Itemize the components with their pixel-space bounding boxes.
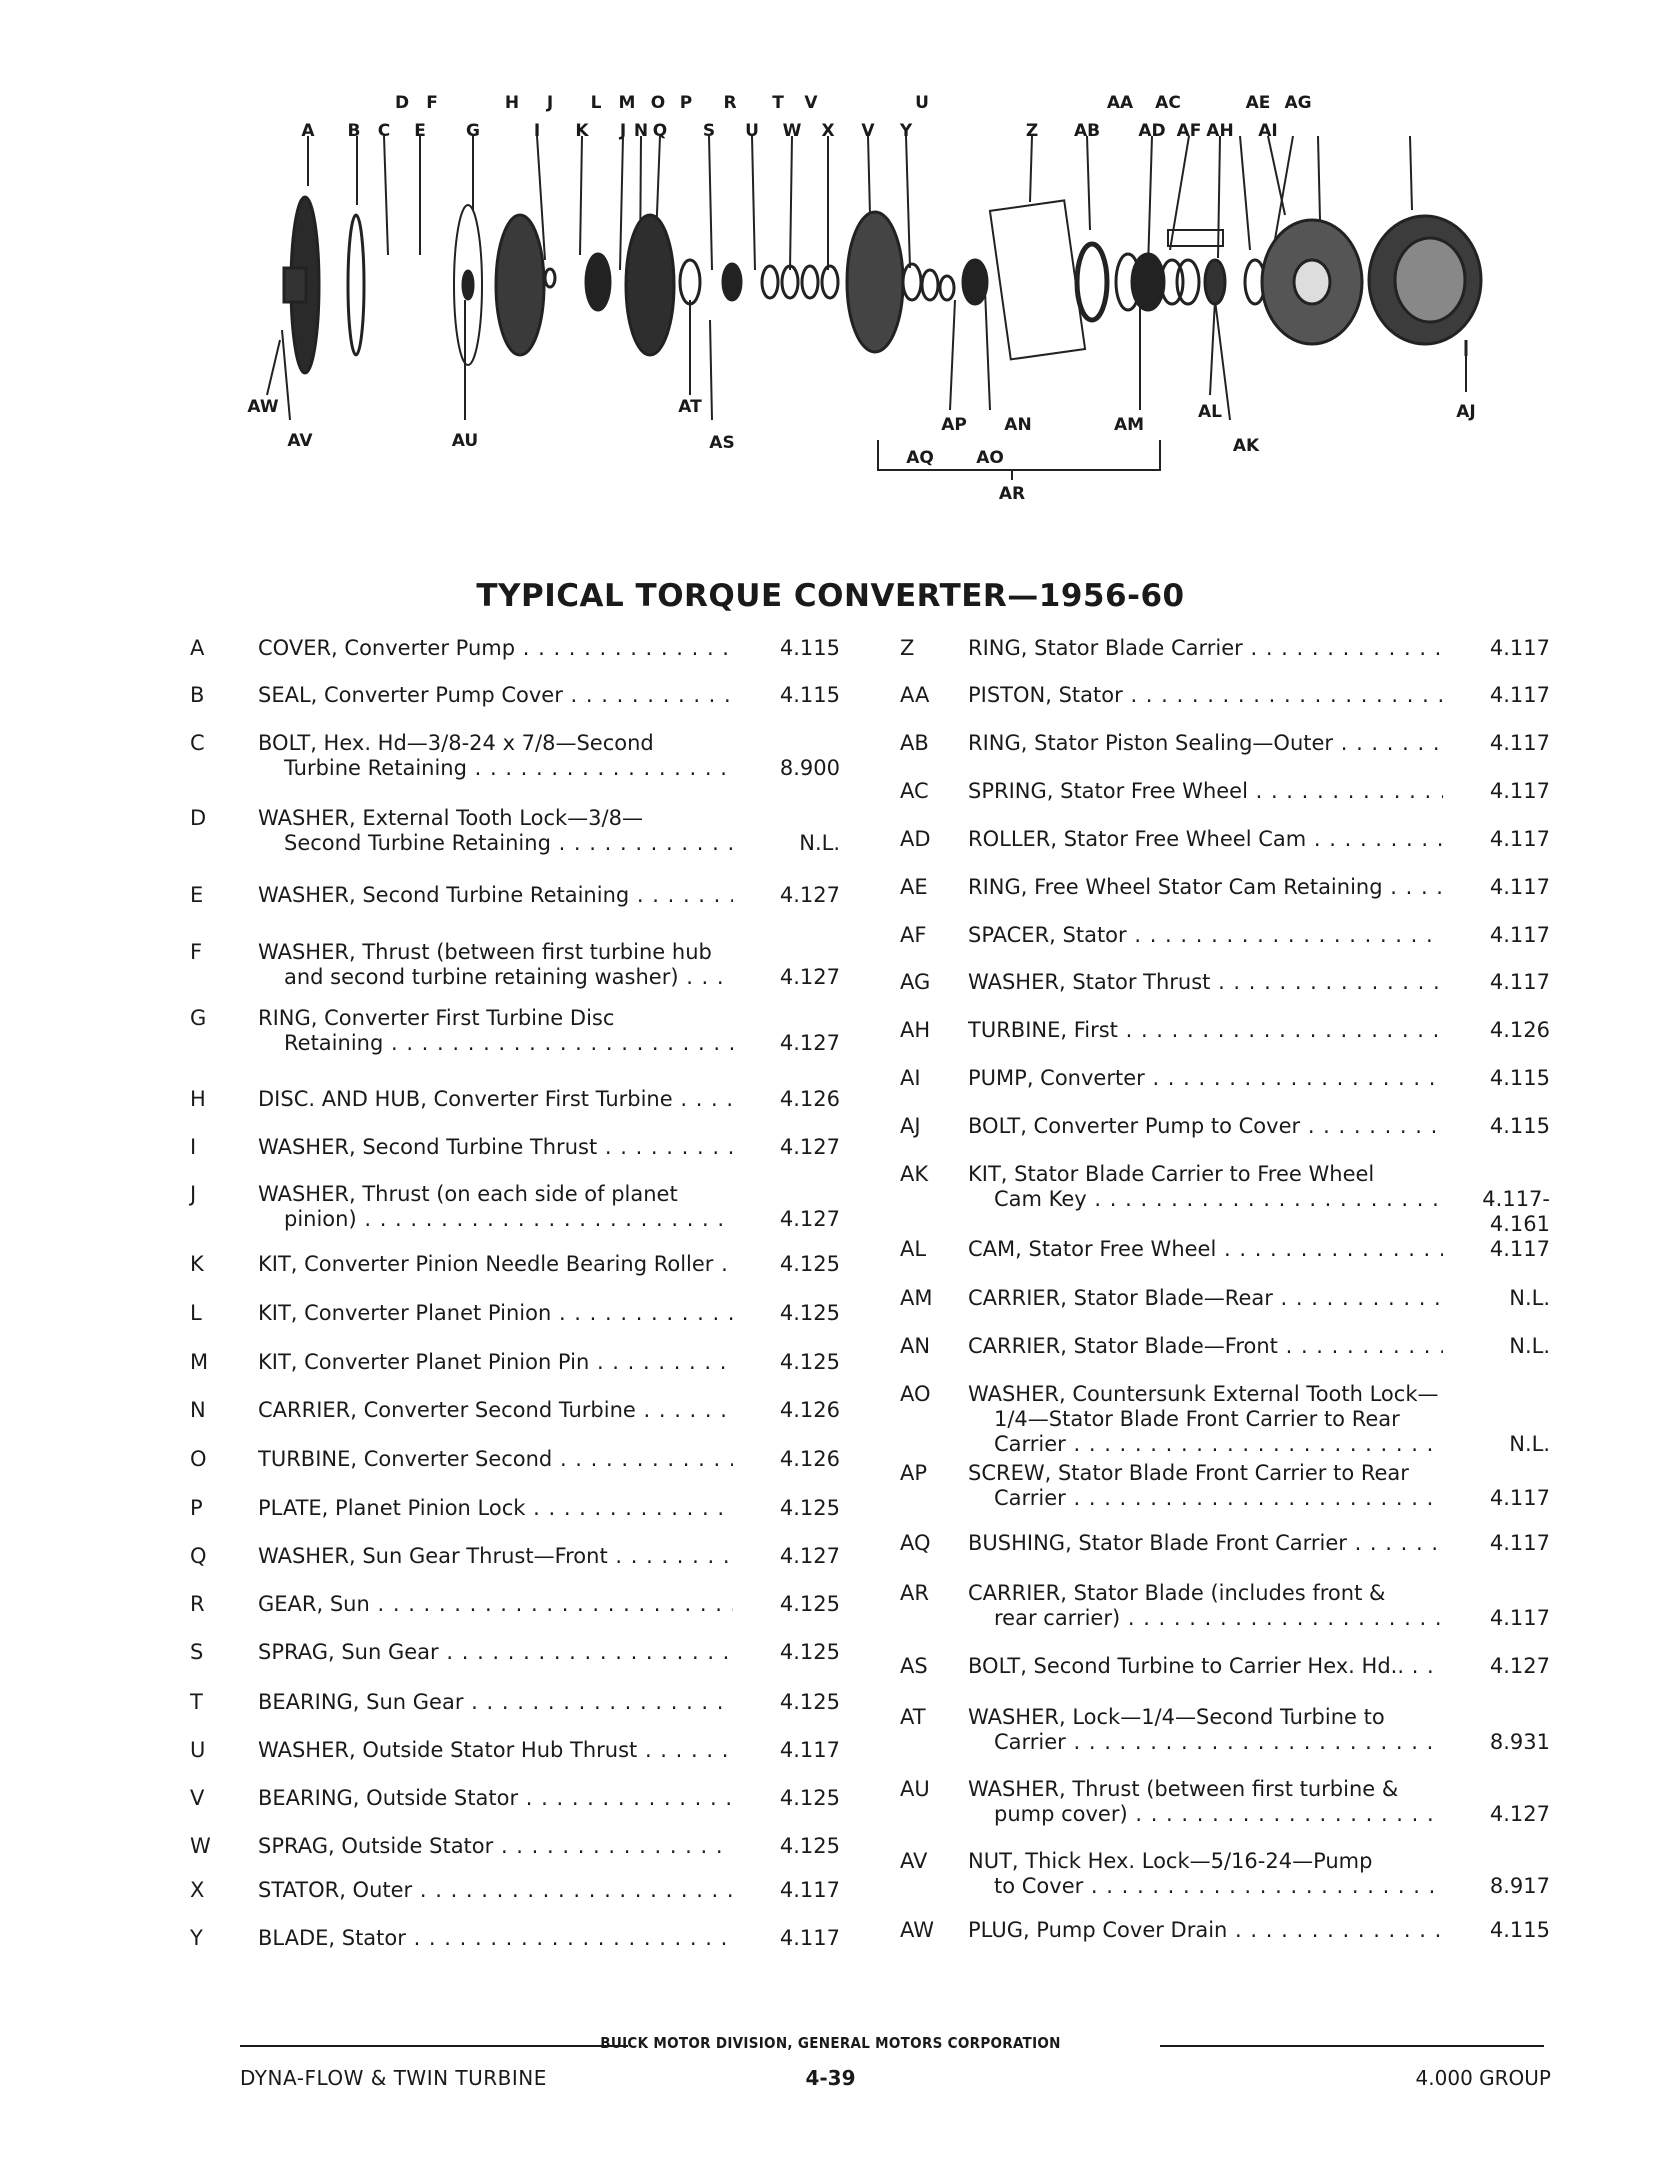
part-description-line: Carrier . . . [968, 1432, 1443, 1457]
part-description-line: Carrier . . . [968, 1730, 1443, 1755]
part-group-number: 4.126 [779, 1398, 840, 1422]
part-description-line: KIT, Converter Pinion Needle Bearing Roller . . . [258, 1252, 733, 1277]
part-description-line: WASHER, Thrust (between first turbine hub [258, 940, 712, 964]
part-group-number: N.L. [1509, 1286, 1550, 1310]
part-code: J [190, 1182, 197, 1206]
part-code: T [190, 1690, 203, 1714]
part-group-number: 4.117 [1489, 875, 1550, 899]
part-group-number: N.L. [1509, 1432, 1550, 1456]
part-description [968, 1705, 1443, 1755]
part-description [258, 1350, 733, 1375]
callout-label-c: C [377, 121, 391, 141]
part-description-line: COVER, Converter Pump . . . [258, 636, 733, 661]
part-code: AQ [900, 1531, 931, 1555]
part-description-line: WASHER, External Tooth Lock—3/8— [258, 806, 643, 830]
part-description [968, 1382, 1443, 1457]
part-description [258, 1878, 733, 1903]
part-code: H [190, 1087, 206, 1111]
part-description [258, 1496, 733, 1521]
callout-label-r: R [723, 93, 737, 113]
part-description-line: ROLLER, Stator Free Wheel Cam . . . [968, 827, 1443, 852]
part-code: AI [900, 1066, 921, 1090]
part-group-number: 4.125 [779, 1786, 840, 1810]
part-description-line: STATOR, Outer . . . [258, 1878, 733, 1903]
part-code: Z [900, 636, 915, 660]
part-description [968, 1237, 1443, 1262]
callout-label-a: A [301, 121, 315, 141]
callout-label-n: N [633, 121, 649, 141]
part-code: AF [900, 923, 927, 947]
part-group-number: 4.127 [779, 1031, 840, 1055]
part-description [968, 683, 1443, 708]
part-description-line: KIT, Converter Planet Pinion . . . [258, 1301, 733, 1326]
part-description [258, 636, 733, 661]
part-code: AR [900, 1581, 929, 1605]
callout-label-i: I [533, 121, 541, 141]
footer-group: 4.000 GROUP [1415, 2066, 1551, 2090]
callout-label-am: AM [1113, 415, 1145, 435]
part-code: L [190, 1301, 202, 1325]
part-description [968, 731, 1443, 756]
part-group-number: 4.117 [1489, 970, 1550, 994]
part-description [258, 731, 733, 781]
part-code: O [190, 1447, 207, 1471]
part-group-number: 4.125 [779, 1592, 840, 1616]
part-description [258, 1738, 733, 1763]
part-description [258, 1182, 733, 1232]
part-code: Y [190, 1926, 203, 1950]
part-description-line: 1/4—Stator Blade Front Carrier to Rear [994, 1407, 1400, 1431]
part-code: Q [190, 1544, 207, 1568]
part-description-line: pump cover) . . . [968, 1802, 1443, 1827]
part-description [258, 1398, 733, 1423]
part-description-line: SPRAG, Outside Stator . . . [258, 1834, 733, 1859]
part-code: AV [900, 1849, 928, 1873]
part-group-number: 4.117 [1489, 683, 1550, 707]
part-description [258, 1926, 733, 1951]
part-code: V [190, 1786, 205, 1810]
part-description [968, 827, 1443, 852]
part-description-line: to Cover . . . [968, 1874, 1443, 1899]
callout-label-aa: AA [1106, 93, 1134, 113]
part-description-line: TURBINE, Converter Second . . . [258, 1447, 733, 1472]
part-code: AP [900, 1461, 928, 1485]
callout-label-au: AU [451, 431, 479, 451]
part-group-number: 4.117 [1489, 827, 1550, 851]
part-description [968, 1654, 1443, 1679]
callout-label-j: J [546, 93, 554, 113]
part-code: W [190, 1834, 211, 1858]
part-code: F [190, 940, 203, 964]
part-description [258, 1544, 733, 1569]
part-description [968, 875, 1443, 900]
part-code: AS [900, 1654, 928, 1678]
part-description [968, 1066, 1443, 1091]
part-group-number: 4.117 [1489, 636, 1550, 660]
part-description [258, 1087, 733, 1112]
callout-label-ao: AO [976, 448, 1004, 468]
part-description-line: CARRIER, Converter Second Turbine . . . [258, 1398, 733, 1423]
part-group-number: 4.127 [779, 883, 840, 907]
part-description [258, 1640, 733, 1665]
part-description-line: RING, Free Wheel Stator Cam Retaining . . . [968, 875, 1443, 900]
part-group-number: 4.127 [1489, 1654, 1550, 1678]
converter-parts [284, 197, 1481, 373]
callout-label-q: Q [652, 121, 668, 141]
part-description [968, 1581, 1443, 1631]
part-code: B [190, 683, 205, 707]
callout-label-y: Y [899, 121, 913, 141]
part-description-line: Cam Key . . . [968, 1187, 1443, 1212]
callout-label-t: T [772, 93, 784, 113]
part-description [968, 1461, 1443, 1511]
part-description [258, 1006, 733, 1056]
callout-label-at: AT [678, 397, 702, 417]
callout-label-ak: AK [1232, 436, 1260, 456]
part-code: AB [900, 731, 929, 755]
part-code: C [190, 731, 205, 755]
callout-label-m: M [618, 93, 636, 113]
part-description [968, 970, 1443, 995]
part-group-number: 4.127 [779, 1135, 840, 1159]
callout-label-aw: AW [247, 397, 279, 417]
part-description-line: SPACER, Stator . . . [968, 923, 1443, 948]
part-description-line: PISTON, Stator . . . [968, 683, 1443, 708]
part-group-number: 8.917 [1489, 1874, 1550, 1898]
part-code: AG [900, 970, 931, 994]
callout-label-b: B [347, 121, 361, 141]
part-description [258, 683, 733, 708]
part-description-line: pinion) . . . [258, 1207, 733, 1232]
part-code: S [190, 1640, 204, 1664]
part-description-line: GEAR, Sun . . . [258, 1592, 733, 1617]
part-description [258, 883, 733, 908]
part-description-line: WASHER, Thrust (on each side of planet [258, 1182, 678, 1206]
callout-label-ar: AR [998, 484, 1026, 504]
part-description [968, 636, 1443, 661]
callout-label-o: O [650, 93, 666, 113]
part-group-number: 4.125 [779, 1252, 840, 1276]
part-description-line: WASHER, Second Turbine Retaining . . . [258, 883, 733, 908]
callout-label-ad: AD [1138, 121, 1166, 141]
part-code: AO [900, 1382, 931, 1406]
part-description-line: RING, Converter First Turbine Disc [258, 1006, 615, 1030]
part-code: D [190, 806, 207, 830]
part-code: AA [900, 683, 930, 707]
part-code: AC [900, 779, 929, 803]
page-title: TYPICAL TORQUE CONVERTER—1956-60 [476, 578, 1185, 614]
callout-label-aj: AJ [1456, 402, 1476, 422]
part-description [968, 1018, 1443, 1043]
part-group-number: 4.115 [1489, 1918, 1550, 1942]
part-group-number: 4.117 [779, 1738, 840, 1762]
part-description-line: CARRIER, Stator Blade (includes front & [968, 1581, 1386, 1605]
part-description [968, 1162, 1443, 1212]
part-group-number: 4.115 [1489, 1114, 1550, 1138]
callout-label-p: P [679, 93, 693, 113]
part-code: AN [900, 1334, 931, 1358]
part-description [258, 1834, 733, 1859]
part-description-line: SPRING, Stator Free Wheel . . . [968, 779, 1443, 804]
callout-label-v: V [861, 121, 875, 141]
callout-label-f: F [426, 93, 438, 113]
callout-label-v: V [804, 93, 818, 113]
callout-label-ai: AI [1258, 121, 1278, 141]
part-code: AU [900, 1777, 930, 1801]
part-group-number: 4.126 [1489, 1018, 1550, 1042]
part-description-line: CAM, Stator Free Wheel . . . [968, 1237, 1443, 1262]
callout-label-g: G [466, 121, 480, 141]
part-description-line: PLUG, Pump Cover Drain . . . [968, 1918, 1443, 1943]
callout-label-s: S [702, 121, 716, 141]
part-code: G [190, 1006, 207, 1030]
part-group-number: 4.117 [1489, 731, 1550, 755]
part-group-number: 4.117 [1489, 1237, 1550, 1261]
part-group-number: 4.125 [779, 1690, 840, 1714]
callout-label-l: L [590, 93, 602, 113]
part-code: I [190, 1135, 197, 1159]
part-description-line: WASHER, Thrust (between first turbine & [968, 1777, 1399, 1801]
part-code: AE [900, 875, 928, 899]
part-code: AM [900, 1286, 933, 1310]
part-code: A [190, 636, 205, 660]
part-description-line: SEAL, Converter Pump Cover . . . [258, 683, 733, 708]
part-description [258, 806, 733, 856]
part-description-line: BUSHING, Stator Blade Front Carrier . . . [968, 1531, 1443, 1556]
part-group-number: 4.115 [779, 683, 840, 707]
part-group-number: 4.117 [1489, 779, 1550, 803]
part-description [968, 1286, 1443, 1311]
part-description-line: WASHER, Stator Thrust . . . [968, 970, 1443, 995]
callout-label-ae: AE [1245, 93, 1271, 113]
part-code: K [190, 1252, 204, 1276]
part-group-number: 4.115 [779, 636, 840, 660]
callout-label-ag: AG [1284, 93, 1312, 113]
part-group-number: 4.127 [779, 965, 840, 989]
part-description-line: WASHER, Second Turbine Thrust . . . [258, 1135, 733, 1160]
part-group-number: 4.117 [1489, 1531, 1550, 1555]
callout-label-z: Z [1025, 121, 1039, 141]
part-group-number: 4.126 [779, 1447, 840, 1471]
part-description [968, 923, 1443, 948]
part-code: AJ [900, 1114, 921, 1138]
callout-label-al: AL [1198, 402, 1222, 422]
callout-label-d: D [394, 93, 410, 113]
part-description-line: NUT, Thick Hex. Lock—5/16-24—Pump [968, 1849, 1373, 1873]
part-group-number: 4.117 [1489, 1486, 1550, 1510]
part-code: N [190, 1398, 206, 1422]
part-description-line: BOLT, Converter Pump to Cover . . . [968, 1114, 1443, 1139]
callout-label-aq: AQ [906, 448, 934, 468]
callout-label-w: W [782, 121, 802, 141]
part-description [968, 1777, 1443, 1827]
footer-corporation: BUICK MOTOR DIVISION, GENERAL MOTORS CORPORATION [600, 2034, 1061, 2052]
part-description [258, 940, 733, 990]
part-description-line: and second turbine retaining washer) . . . [258, 965, 733, 990]
part-description [968, 1114, 1443, 1139]
part-group-number: 4.117 [1489, 923, 1550, 947]
part-code: AD [900, 827, 931, 851]
part-description-line: BEARING, Outside Stator . . . [258, 1786, 733, 1811]
part-group-number: 4.125 [779, 1496, 840, 1520]
part-description-line: PLATE, Planet Pinion Lock . . . [258, 1496, 733, 1521]
callout-label-ah: AH [1206, 121, 1234, 141]
part-description-line: PUMP, Converter . . . [968, 1066, 1443, 1091]
callout-label-j: J [619, 121, 627, 141]
part-code: AH [900, 1018, 931, 1042]
part-description-line: BLADE, Stator . . . [258, 1926, 733, 1951]
callout-label-ab: AB [1073, 121, 1101, 141]
part-group-number: 4.125 [779, 1640, 840, 1664]
part-description [258, 1252, 733, 1277]
callout-label-h: H [504, 93, 520, 113]
part-description [968, 1849, 1443, 1899]
part-group-number: 4.126 [779, 1087, 840, 1111]
part-code: X [190, 1878, 205, 1902]
part-description [968, 1531, 1443, 1556]
part-description [258, 1135, 733, 1160]
part-description-line: Turbine Retaining . . . [258, 756, 733, 781]
callout-label-ac: AC [1155, 93, 1181, 113]
page-number: 4-39 [805, 2066, 856, 2090]
part-group-number: 4.127 [779, 1544, 840, 1568]
part-description-line: RING, Stator Piston Sealing—Outer . . . [968, 731, 1443, 756]
part-description-line: RING, Stator Blade Carrier . . . [968, 636, 1443, 661]
callout-label-k: K [575, 121, 589, 141]
part-description-line: SPRAG, Sun Gear . . . [258, 1640, 733, 1665]
part-description-line: KIT, Converter Planet Pinion Pin . . . [258, 1350, 733, 1375]
part-description-line: Retaining . . . [258, 1031, 733, 1056]
part-description-line: CARRIER, Stator Blade—Front . . . [968, 1334, 1443, 1359]
callout-label-x: X [821, 121, 835, 141]
part-description [968, 1334, 1443, 1359]
footer-section: DYNA-FLOW & TWIN TURBINE [240, 2066, 547, 2090]
part-description-line: WASHER, Sun Gear Thrust—Front . . . [258, 1544, 733, 1569]
part-group-number: 4.125 [779, 1350, 840, 1374]
callout-label-ap: AP [941, 415, 967, 435]
part-group-number: N.L. [799, 831, 840, 855]
part-description-line: WASHER, Outside Stator Hub Thrust . . . [258, 1738, 733, 1763]
part-code: E [190, 883, 204, 907]
callout-label-as: AS [709, 433, 735, 453]
part-group-number: 4.117 [1489, 1606, 1550, 1630]
part-code: P [190, 1496, 203, 1520]
part-description-line: BEARING, Sun Gear . . . [258, 1690, 733, 1715]
torque-converter-exploded-diagram [0, 0, 1661, 540]
part-group-number: 4.125 [779, 1834, 840, 1858]
part-description-line: TURBINE, First . . . [968, 1018, 1443, 1043]
part-description-line: BOLT, Hex. Hd—3/8-24 x 7/8—Second [258, 731, 654, 755]
callout-label-av: AV [287, 431, 313, 451]
callout-label-an: AN [1004, 415, 1032, 435]
part-description [258, 1786, 733, 1811]
part-group-number: 4.127 [779, 1207, 840, 1231]
part-description-line: KIT, Stator Blade Carrier to Free Wheel [968, 1162, 1375, 1186]
part-description-line: CARRIER, Stator Blade—Rear . . . [968, 1286, 1443, 1311]
callout-label-u: U [915, 93, 929, 113]
part-description-line: SCREW, Stator Blade Front Carrier to Rear [968, 1461, 1409, 1485]
part-group-number: N.L. [1509, 1334, 1550, 1358]
part-group-number: 8.900 [779, 756, 840, 780]
part-description-line: rear carrier) . . . [968, 1606, 1443, 1631]
callout-label-e: E [414, 121, 426, 141]
part-code: U [190, 1738, 206, 1762]
callout-label-u: U [745, 121, 759, 141]
part-description [258, 1301, 733, 1326]
part-code: AW [900, 1918, 934, 1942]
part-description [258, 1592, 733, 1617]
part-code: M [190, 1350, 209, 1374]
part-group-number: 4.117 [779, 1878, 840, 1902]
part-description [258, 1690, 733, 1715]
part-code: AT [900, 1705, 926, 1729]
part-description-line: WASHER, Lock—1/4—Second Turbine to [968, 1705, 1385, 1729]
part-description-line: BOLT, Second Turbine to Carrier Hex. Hd.. . . . [968, 1654, 1443, 1679]
part-group-number: 4.127 [1489, 1802, 1550, 1826]
callout-label-af: AF [1176, 121, 1202, 141]
part-description [968, 1918, 1443, 1943]
part-description [968, 779, 1443, 804]
part-group-number: 4.117 [779, 1926, 840, 1950]
part-code: AL [900, 1237, 927, 1261]
part-group-number: 8.931 [1489, 1730, 1550, 1754]
part-description-line: WASHER, Countersunk External Tooth Lock— [968, 1382, 1439, 1406]
part-code: R [190, 1592, 205, 1616]
part-code: AK [900, 1162, 929, 1186]
part-description [258, 1447, 733, 1472]
part-description-line: DISC. AND HUB, Converter First Turbine . . . [258, 1087, 733, 1112]
part-description-line: Second Turbine Retaining . . . [258, 831, 733, 856]
part-group-number: 4.115 [1489, 1066, 1550, 1090]
part-description-line: Carrier . . . [968, 1486, 1443, 1511]
part-group-number: 4.117-4.161 [1482, 1187, 1550, 1236]
part-group-number: 4.125 [779, 1301, 840, 1325]
